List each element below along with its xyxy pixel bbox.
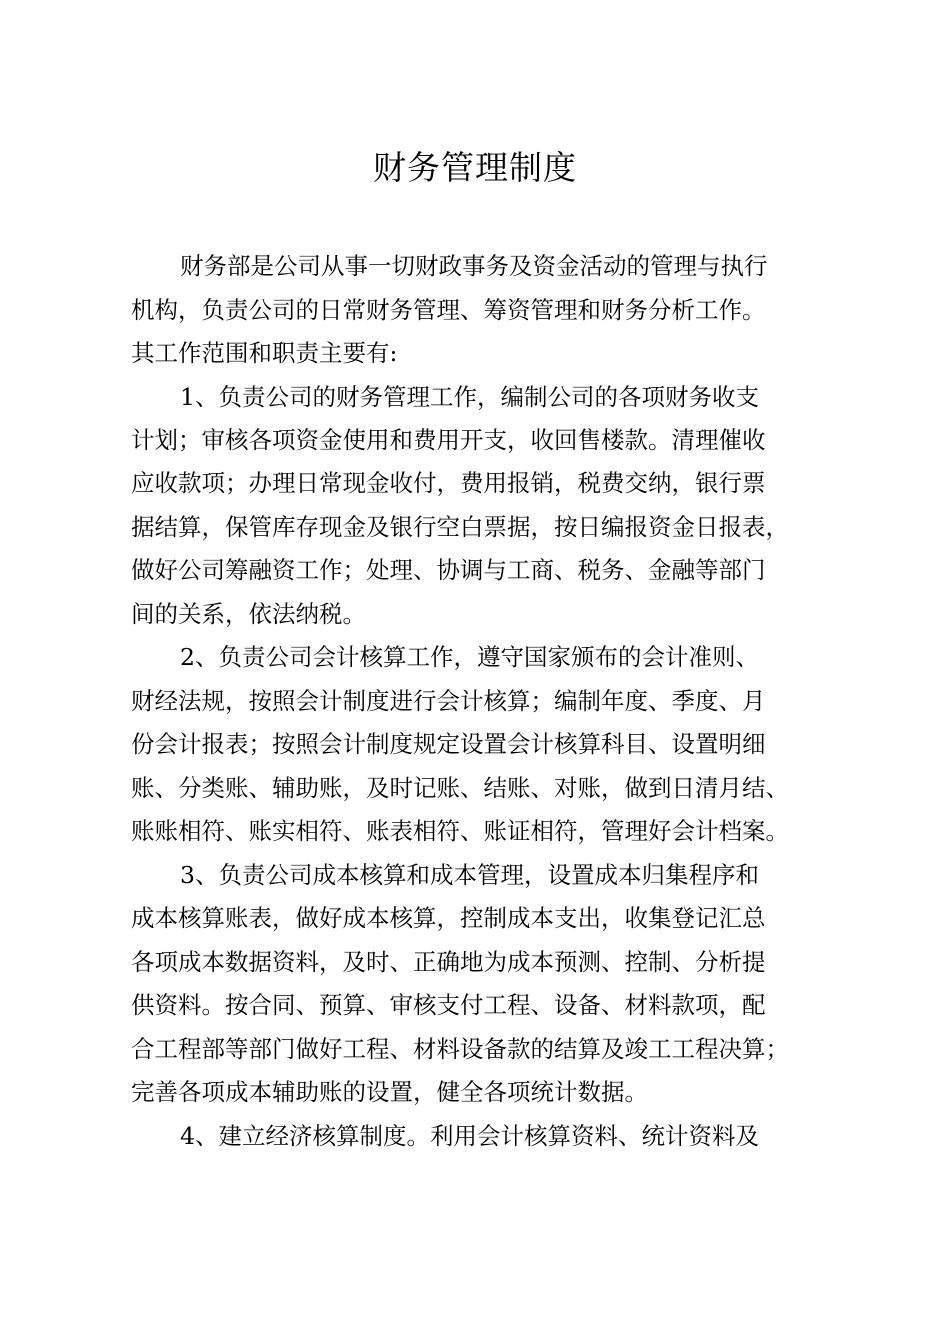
item-2-line-5: 账账相符、账实相符、账表相符、账证相符，管理好会计档案。 [131,817,789,845]
paragraph-1-line-3: 其工作范围和职责主要有: [131,339,398,367]
item-1-line-4: 据结算，保管库存现金及银行空白票据，按日编报资金日报表， [131,513,789,541]
item-1-line-6: 间的关系，依法纳税。 [131,600,366,628]
item-1-line-3: 应收款项；办理日常现金收付，费用报销，税费交纳，银行票 [131,469,766,497]
item-2-line-4: 账、分类账、辅助账，及时记账、结账、对账，做到日清月结、 [131,774,789,802]
item-2-line-2: 财经法规，按照会计制度进行会计核算；编制年度、季度、月 [131,687,766,715]
item-2-line-3: 份会计报表；按照会计制度规定设置会计核算科目、设置明细 [131,730,766,758]
document-title: 财务管理制度 [373,148,577,187]
item-1-line-2: 计划；审核各项资金使用和费用开支，收回售楼款。清理催收 [131,426,766,454]
item-3-line-5: 合工程部等部门做好工程、材料设备款的结算及竣工工程决算； [131,1035,789,1063]
item-3-line-4: 供资料。按合同、预算、审核支付工程、设备、材料款项，配 [131,991,766,1019]
item-3-line-1: 3、负责公司成本核算和成本管理，设置成本归集程序和 [180,861,759,889]
item-2-line-1: 2、负责公司会计核算工作，遵守国家颁布的会计准则、 [180,643,759,671]
item-3-line-6: 完善各项成本辅助账的设置，健全各项统计数据。 [131,1078,648,1106]
item-1-line-1: 1、负责公司的财务管理工作，编制公司的各项财务收支 [180,383,759,411]
paragraph-1-line-2: 机构，负责公司的日常财务管理、筹资管理和财务分析工作。 [131,296,766,324]
item-4-line-1: 4、建立经济核算制度。利用会计核算资料、统计资料及 [180,1122,759,1150]
item-3-line-3: 各项成本数据资料，及时、正确地为成本预测、控制、分析提 [131,948,766,976]
item-1-line-5: 做好公司筹融资工作；处理、协调与工商、税务、金融等部门 [131,556,766,584]
paragraph-1-line-1: 财务部是公司从事一切财政事务及资金活动的管理与执行 [180,252,768,280]
item-3-line-2: 成本核算账表，做好成本核算，控制成本支出，收集登记汇总 [131,904,766,932]
